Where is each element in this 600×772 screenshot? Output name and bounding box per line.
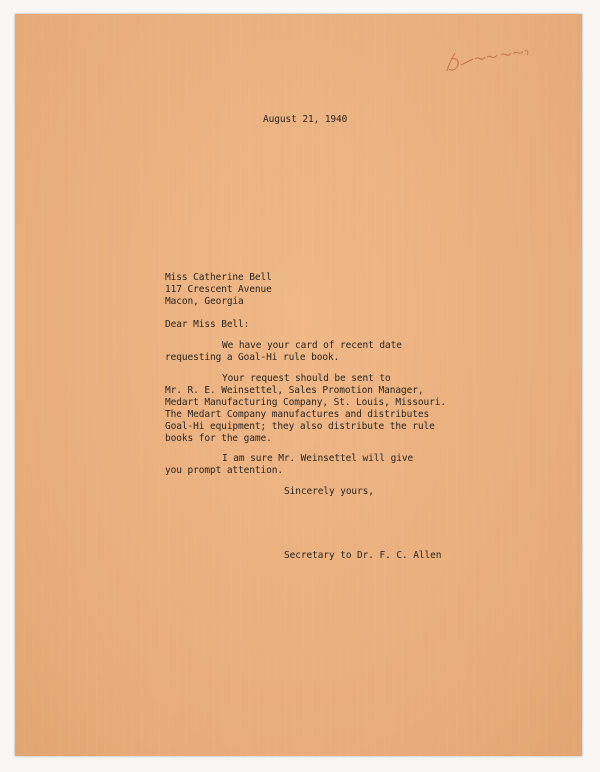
paragraph-2-line-4: The Medart Company manufactures and distributes	[165, 409, 430, 420]
paragraph-2-line-2: Mr. R. E. Weinsettel, Sales Promotion Manager,	[165, 385, 424, 396]
recipient-city: Macon, Georgia	[165, 296, 244, 307]
paragraph-2-line-3: Medart Manufacturing Company, St. Louis, Missouri.	[165, 397, 446, 408]
signature-line: Secretary to Dr. F. C. Allen	[284, 550, 442, 561]
handwritten-annotation-icon	[443, 45, 533, 77]
paragraph-3-line-2: you prompt attention.	[165, 465, 284, 476]
closing: Sincerely yours,	[284, 486, 374, 497]
recipient-name: Miss Catherine Bell	[165, 272, 272, 283]
paragraph-2-line-1: Your request should be sent to	[222, 373, 391, 384]
paragraph-2-line-6: books for the game.	[165, 433, 272, 444]
letter-date: August 21, 1940	[263, 114, 348, 125]
paragraph-2-line-5: Goal-Hi equipment; they also distribute the rule	[165, 421, 435, 432]
salutation: Dear Miss Bell:	[165, 319, 250, 330]
paragraph-1-line-1: We have your card of recent date	[222, 340, 402, 351]
recipient-street: 117 Crescent Avenue	[165, 284, 272, 295]
paragraph-1-line-2: requesting a Goal-Hi rule book.	[165, 352, 340, 363]
paragraph-3-line-1: I am sure Mr. Weinsettel will give	[222, 453, 414, 464]
